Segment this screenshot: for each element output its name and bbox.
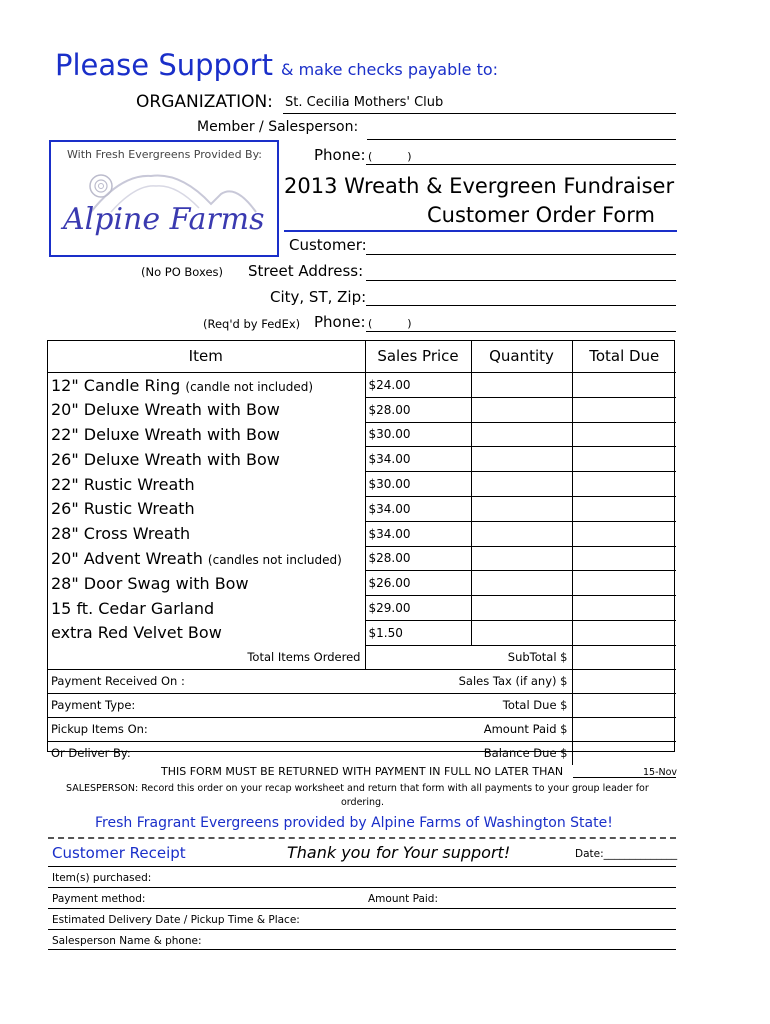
item-name: 12" Candle Ring [51,375,181,395]
fresh-evergreens-text: Fresh Fragrant Evergreens provided by Alpine Farms of Washington State! [95,815,613,831]
logo-box [49,140,279,257]
total-cell[interactable] [572,546,676,571]
table-row [47,620,676,645]
total-cell[interactable] [572,496,676,521]
page-subtitle: & make checks payable to: [281,60,499,79]
header-quantity: Quantity [471,340,572,373]
delivery-label: Estimated Delivery Date / Pickup Time & Place: [52,914,300,926]
quantity-cell[interactable] [471,422,572,447]
item-name: 28" Cross Wreath [51,524,191,544]
total-cell[interactable] [572,422,676,447]
item-price: $28.00 [365,546,471,571]
pickup-label: Pickup Items On: [47,717,365,741]
provided-by-text: With Fresh Evergreens Provided By: [67,148,263,161]
header-price: Sales Price [365,340,471,373]
item-name: 15 ft. Cedar Garland [51,598,215,618]
total-cell[interactable] [572,521,676,546]
summary-row [47,669,676,693]
cut-line [48,837,676,839]
item-price: $1.50 [365,620,471,645]
item-price: $28.00 [365,397,471,422]
item-price: $24.00 [365,373,471,398]
customer-phone-field[interactable] [366,331,676,332]
item-name: 20" Deluxe Wreath with Bow [51,400,280,420]
form-title-line2: Customer Order Form [427,203,655,227]
customer-phone-paren: ( ) [368,317,412,330]
member-field[interactable] [367,139,676,140]
header-total: Total Due [572,340,676,373]
quantity-cell[interactable] [471,496,572,521]
street-field[interactable] [366,280,676,281]
quantity-cell[interactable] [471,571,572,596]
no-po-note: (No PO Boxes) [141,265,223,279]
table-row [47,571,676,596]
item-price: $34.00 [365,447,471,472]
item-name: extra Red Velvet Bow [51,623,222,643]
item-name: 28" Door Swag with Bow [51,573,249,593]
street-label: Street Address: [248,262,364,280]
form-title-line1: 2013 Wreath & Evergreen Fundraiser [284,174,675,198]
total-cell[interactable] [572,472,676,497]
item-price: $30.00 [365,472,471,497]
total-cell[interactable] [572,373,676,398]
brand-logo-text: Alpine Farms [63,202,265,237]
salesperson-note-2: ordering. [341,797,385,808]
city-label: City, ST, Zip: [270,288,367,306]
receipt-date[interactable]: Date:______________ [575,848,678,860]
item-price: $34.00 [365,521,471,546]
salesperson-label: Salesperson Name & phone: [52,935,202,947]
item-note: (candle not included) [185,379,314,394]
item-price: $26.00 [365,571,471,596]
total-cell[interactable] [572,397,676,422]
item-price: $34.00 [365,496,471,521]
page-title: Please Support [55,48,273,82]
quantity-cell[interactable] [471,620,572,645]
total-due-cell[interactable] [572,693,676,717]
amount-paid-label: Amount Paid $ [365,717,572,741]
table-row [47,397,676,422]
table-row [47,596,676,621]
salesperson-note-1: SALESPERSON: Record this order on your recap worksheet and return that form with all payments to your group leader for [66,783,649,794]
table-row [47,521,676,546]
member-label: Member / Salesperson: [197,119,359,135]
summary-row [47,693,676,717]
deadline: 15-Nov [643,767,678,778]
subtotal-cell[interactable] [572,645,676,669]
total-due-label: Total Due $ [365,693,572,717]
quantity-cell[interactable] [471,596,572,621]
header-item: Item [47,340,365,373]
item-price: $29.00 [365,596,471,621]
item-name: 26" Deluxe Wreath with Bow [51,449,280,469]
item-name: 26" Rustic Wreath [51,499,195,519]
city-field[interactable] [366,305,676,306]
return-notice: THIS FORM MUST BE RETURNED WITH PAYMENT IN FULL NO LATER THAN [161,765,564,778]
table-row [47,472,676,497]
items-purchased-field[interactable] [48,887,676,888]
receipt-title: Customer Receipt [52,844,186,862]
quantity-cell[interactable] [471,521,572,546]
phone-label: Phone: [314,146,366,164]
total-cell[interactable] [572,447,676,472]
quantity-cell[interactable] [471,472,572,497]
summary-row [47,645,676,669]
subtotal-label: SubTotal $ [365,645,572,669]
receipt-thanks: Thank you for Your support! [287,843,511,862]
balance-due-cell[interactable] [572,741,676,765]
table-row [47,422,676,447]
quantity-cell[interactable] [471,546,572,571]
receipt-amount-paid-label: Amount Paid: [368,893,439,905]
customer-label: Customer: [289,236,367,254]
item-price: $30.00 [365,422,471,447]
order-table [47,340,676,765]
salesperson-field[interactable] [48,949,676,950]
sales-tax-cell[interactable] [572,669,676,693]
item-name: 22" Deluxe Wreath with Bow [51,424,280,444]
items-purchased-label: Item(s) purchased: [52,872,152,884]
total-cell[interactable] [572,571,676,596]
total-items-label: Total Items Ordered [47,645,365,669]
summary-row [47,717,676,741]
org-value: St. Cecilia Mothers' Club [285,95,444,110]
quantity-cell[interactable] [471,373,572,398]
phone-paren: ( ) [368,150,412,163]
table-row [47,373,676,398]
payment-method-field[interactable] [48,908,676,909]
deliver-label: Or Deliver By: [51,746,131,761]
item-name: 20" Advent Wreath [51,548,203,568]
customer-phone-label: Phone: [314,313,366,331]
amount-paid-cell[interactable] [572,717,676,741]
table-row [47,447,676,472]
quantity-cell[interactable] [471,447,572,472]
payment-method-label: Payment method: [52,893,146,905]
org-label: ORGANIZATION: [136,92,273,112]
item-name: 22" Rustic Wreath [51,474,195,494]
payment-received-label: Payment Received On : [47,669,365,693]
customer-field[interactable] [366,254,676,255]
quantity-cell[interactable] [471,397,572,422]
fedex-note: (Req'd by FedEx) [203,317,301,331]
summary-row [47,741,676,765]
total-cell[interactable] [572,620,676,645]
payment-type-label: Payment Type: [47,693,365,717]
sales-tax-label: Sales Tax (if any) $ [365,669,572,693]
total-cell[interactable] [572,596,676,621]
phone-field[interactable] [366,164,676,165]
table-row [47,546,676,571]
balance-due-label: Balance Due $ [365,741,572,765]
delivery-field[interactable] [48,929,676,930]
item-note: (candles not included) [207,552,342,567]
table-row [47,496,676,521]
